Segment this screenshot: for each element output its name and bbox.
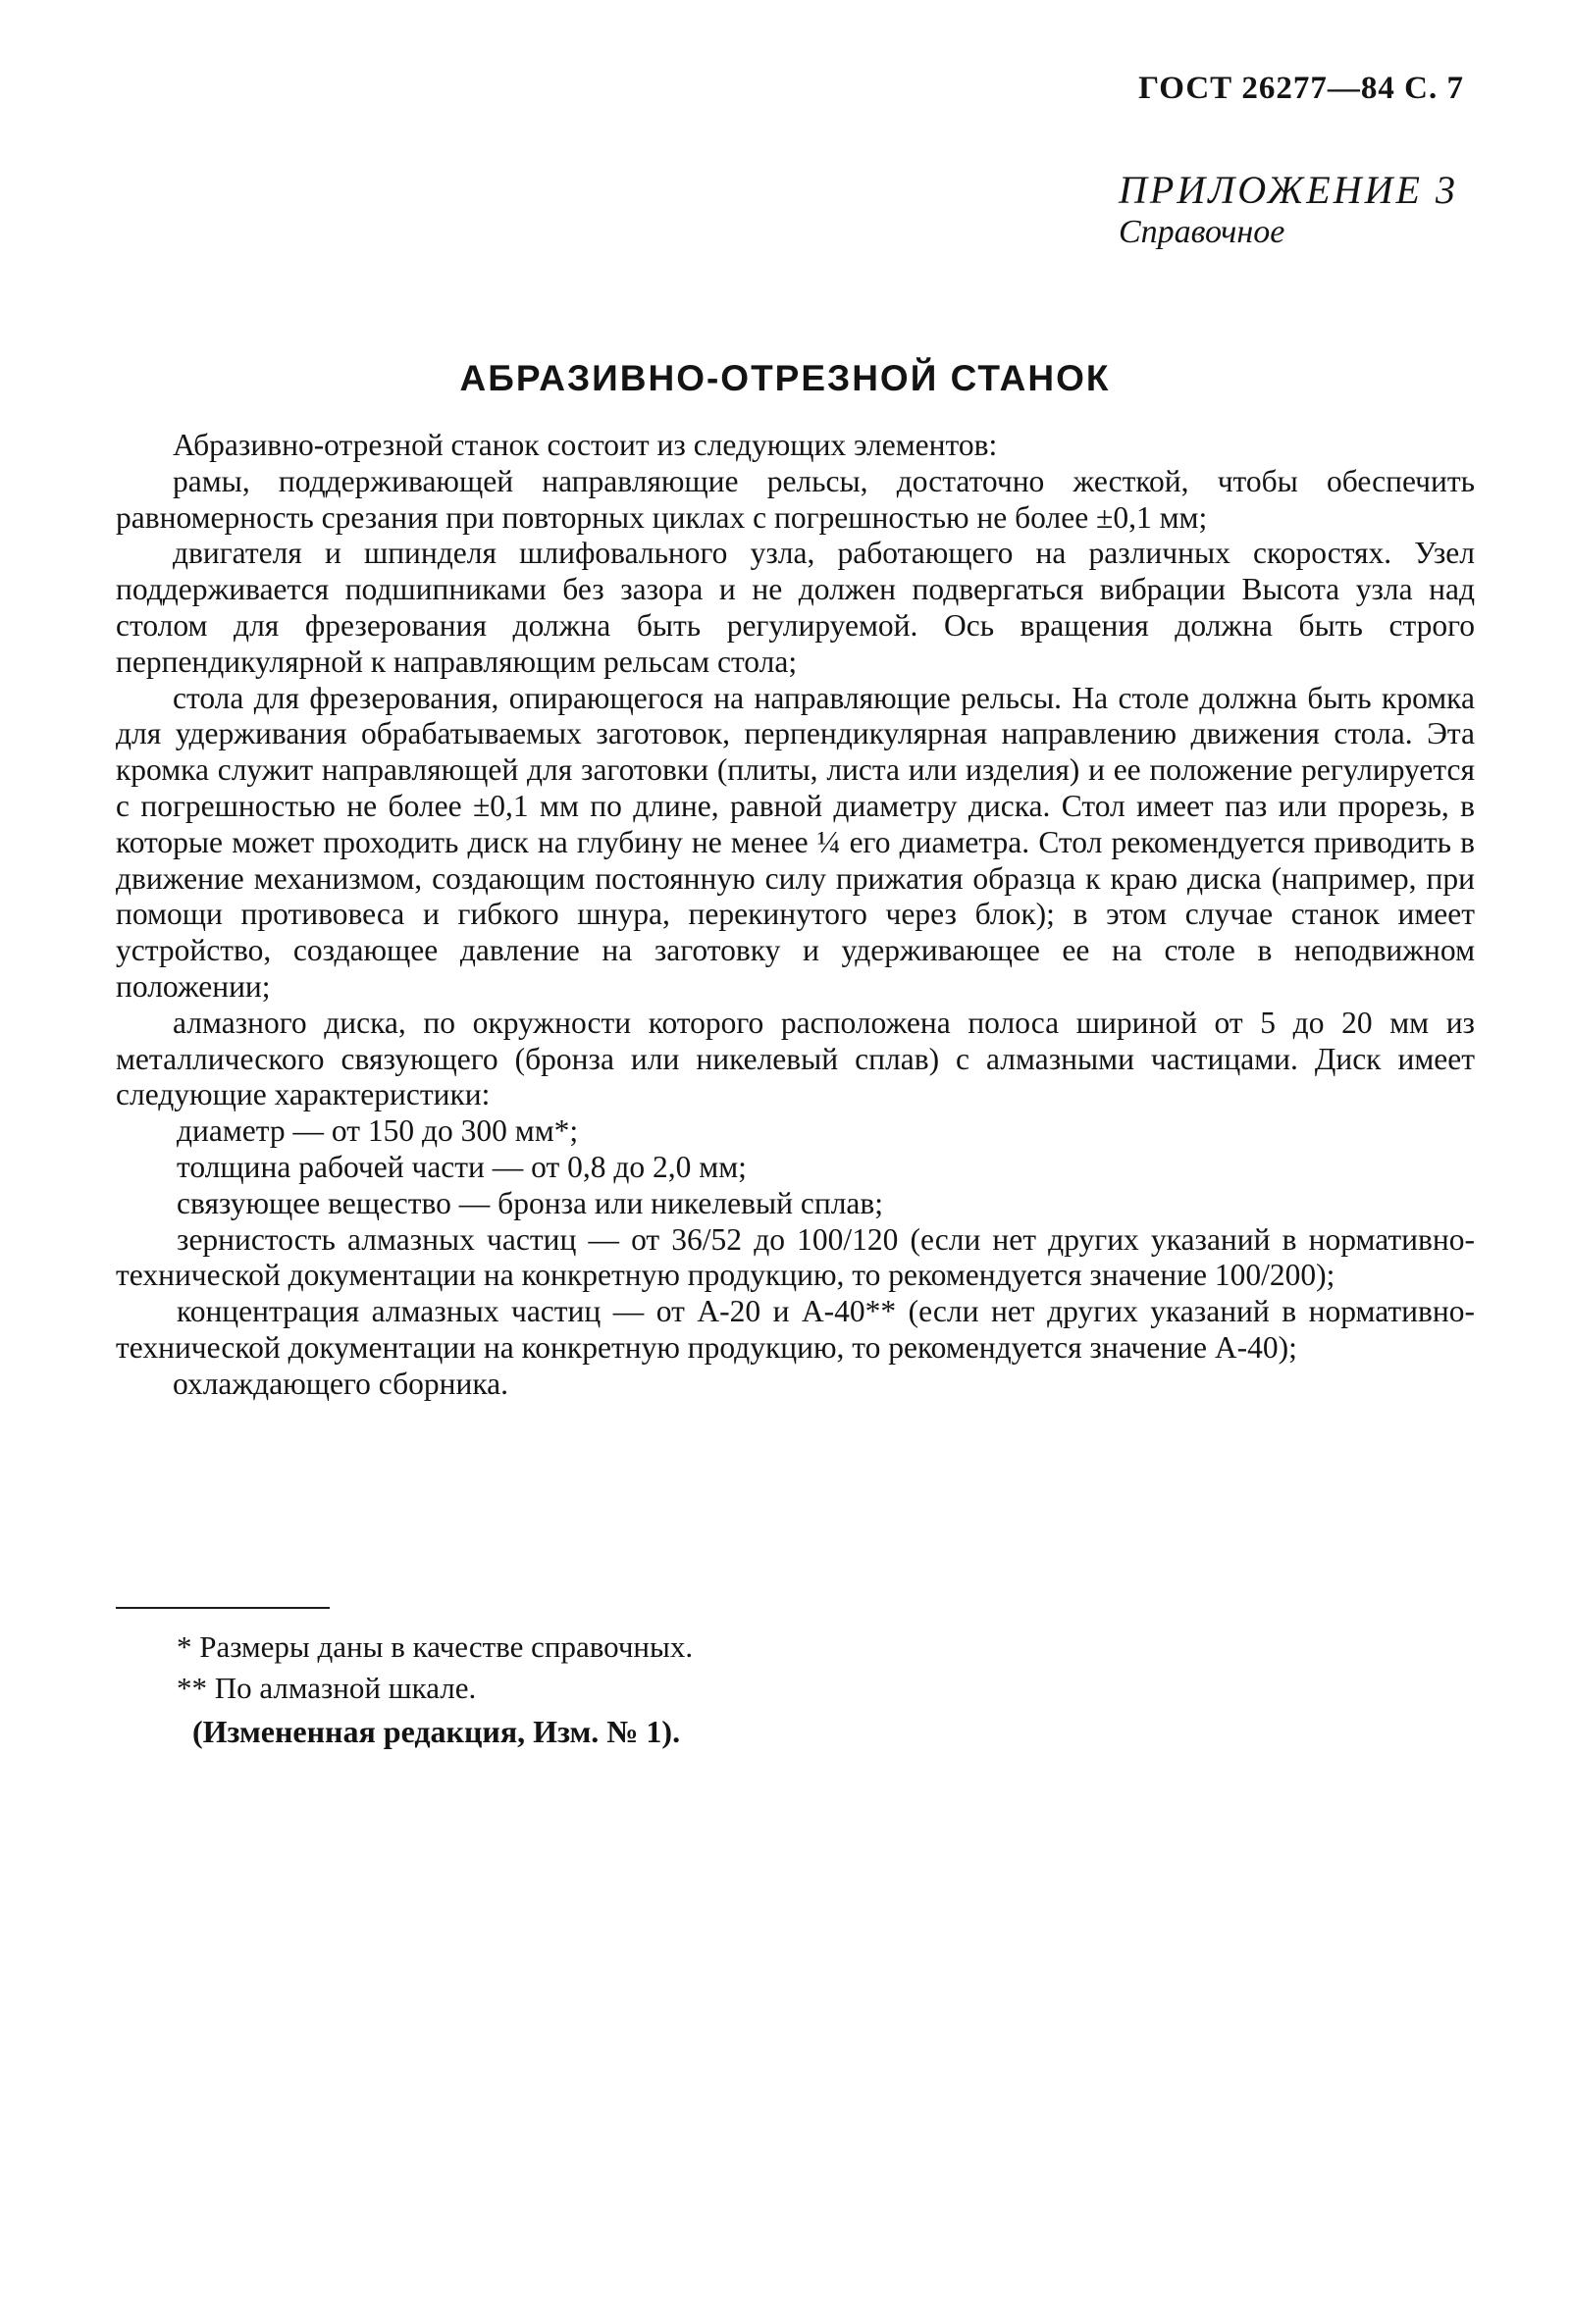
amendment-note: (Измененная редакция, Изм. № 1). <box>192 1714 681 1749</box>
appendix-type: Справочное <box>1119 214 1285 250</box>
paragraph-disc-concentration: концентрация алмазных частиц — от А-20 и А-40** (если нет других указаний в нормативно-технической документации на конкретную продукцию, то рекомендуется значение А-40); <box>116 1294 1475 1365</box>
paragraph-disc-grain-size: зернистость алмазных частиц — от 36/52 до 100/120 (если нет других указаний в нормативно-технической документации на конкретную продукцию, то рекомендуется значение 100/200); <box>116 1221 1475 1293</box>
footnote-item: * Размеры даны в качестве справочных. <box>177 1629 694 1664</box>
paragraph-motor-spindle: двигателя и шпинделя шлифовального узла, работающего на различных скоростях. Узел поддерживается подшипниками без зазора и не должен подвергаться вибрации Высота узла над столом для фрезерования должна быть регулируемой. Ось вращения должна быть строго перпендикулярной к направляющим рельсам стола; <box>116 536 1475 679</box>
paragraph-disc-thickness: толщина рабочей части — от 0,8 до 2,0 мм; <box>177 1149 747 1184</box>
paragraph-disc-diameter: диаметр — от 150 до 300 мм*; <box>177 1113 579 1149</box>
paragraph-diamond-disc: алмазного диска, по окружности которого расположена полоса шириной от 5 до 20 мм из металлического связующего (бронза или никелевый сплав) с алмазными частицами. Диск имеет следующие характеристики: <box>116 1005 1475 1112</box>
paragraph-disc-bond: связующее вещество — бронза или никелевый сплав; <box>177 1185 884 1220</box>
paragraph-frame: рамы, поддерживающей направляющие рельсы, достаточно жесткой, чтобы обеспечить равномерность срезания при повторных циклах с погрешностью не более ±0,1 мм; <box>116 463 1475 535</box>
paragraph-intro: Абразивно-отрезной станок состоит из следующих элементов: <box>173 428 998 462</box>
document-title: АБРАЗИВНО-ОТРЕЗНОЙ СТАНОК <box>459 358 1111 398</box>
body-text <box>116 428 1475 1403</box>
appendix-label: ПРИЛОЖЕНИЕ 3 <box>1119 168 1458 212</box>
footnote-item: ** По алмазной шкале. <box>177 1671 477 1705</box>
footnote-divider <box>116 1607 330 1609</box>
footnotes <box>177 1627 693 1709</box>
paragraph-cooling-collector: охлаждающего сборника. <box>173 1366 509 1401</box>
document-code-header: ГОСТ 26277—84 С. 7 <box>1138 71 1464 106</box>
paragraph-milling-table: стола для фрезерования, опирающегося на направляющие рельсы. На столе должна быть кромка для удерживания обрабатываемых заготовок, перпендикулярная направлению движения стола. Эта кромка служит направляющей для заготовки (плиты, листа или изделия) и ее положение регулируется с погрешностью не более ±0,1 мм по длине, равной диаметру диска. Стол имеет паз или прорезь, в которые может проходить диск на глубину не менее ¼ его диаметра. Стол рекомендуется приводить в движение механизмом, создающим постоянную силу прижатия образца к краю диска (например, при помощи противовеса и гибкого шнура, перекинутого через блок); в этом случае станок имеет устройство, создающее давление на заготовку и удерживающее ее на столе в неподвижном положении; <box>116 680 1475 1004</box>
